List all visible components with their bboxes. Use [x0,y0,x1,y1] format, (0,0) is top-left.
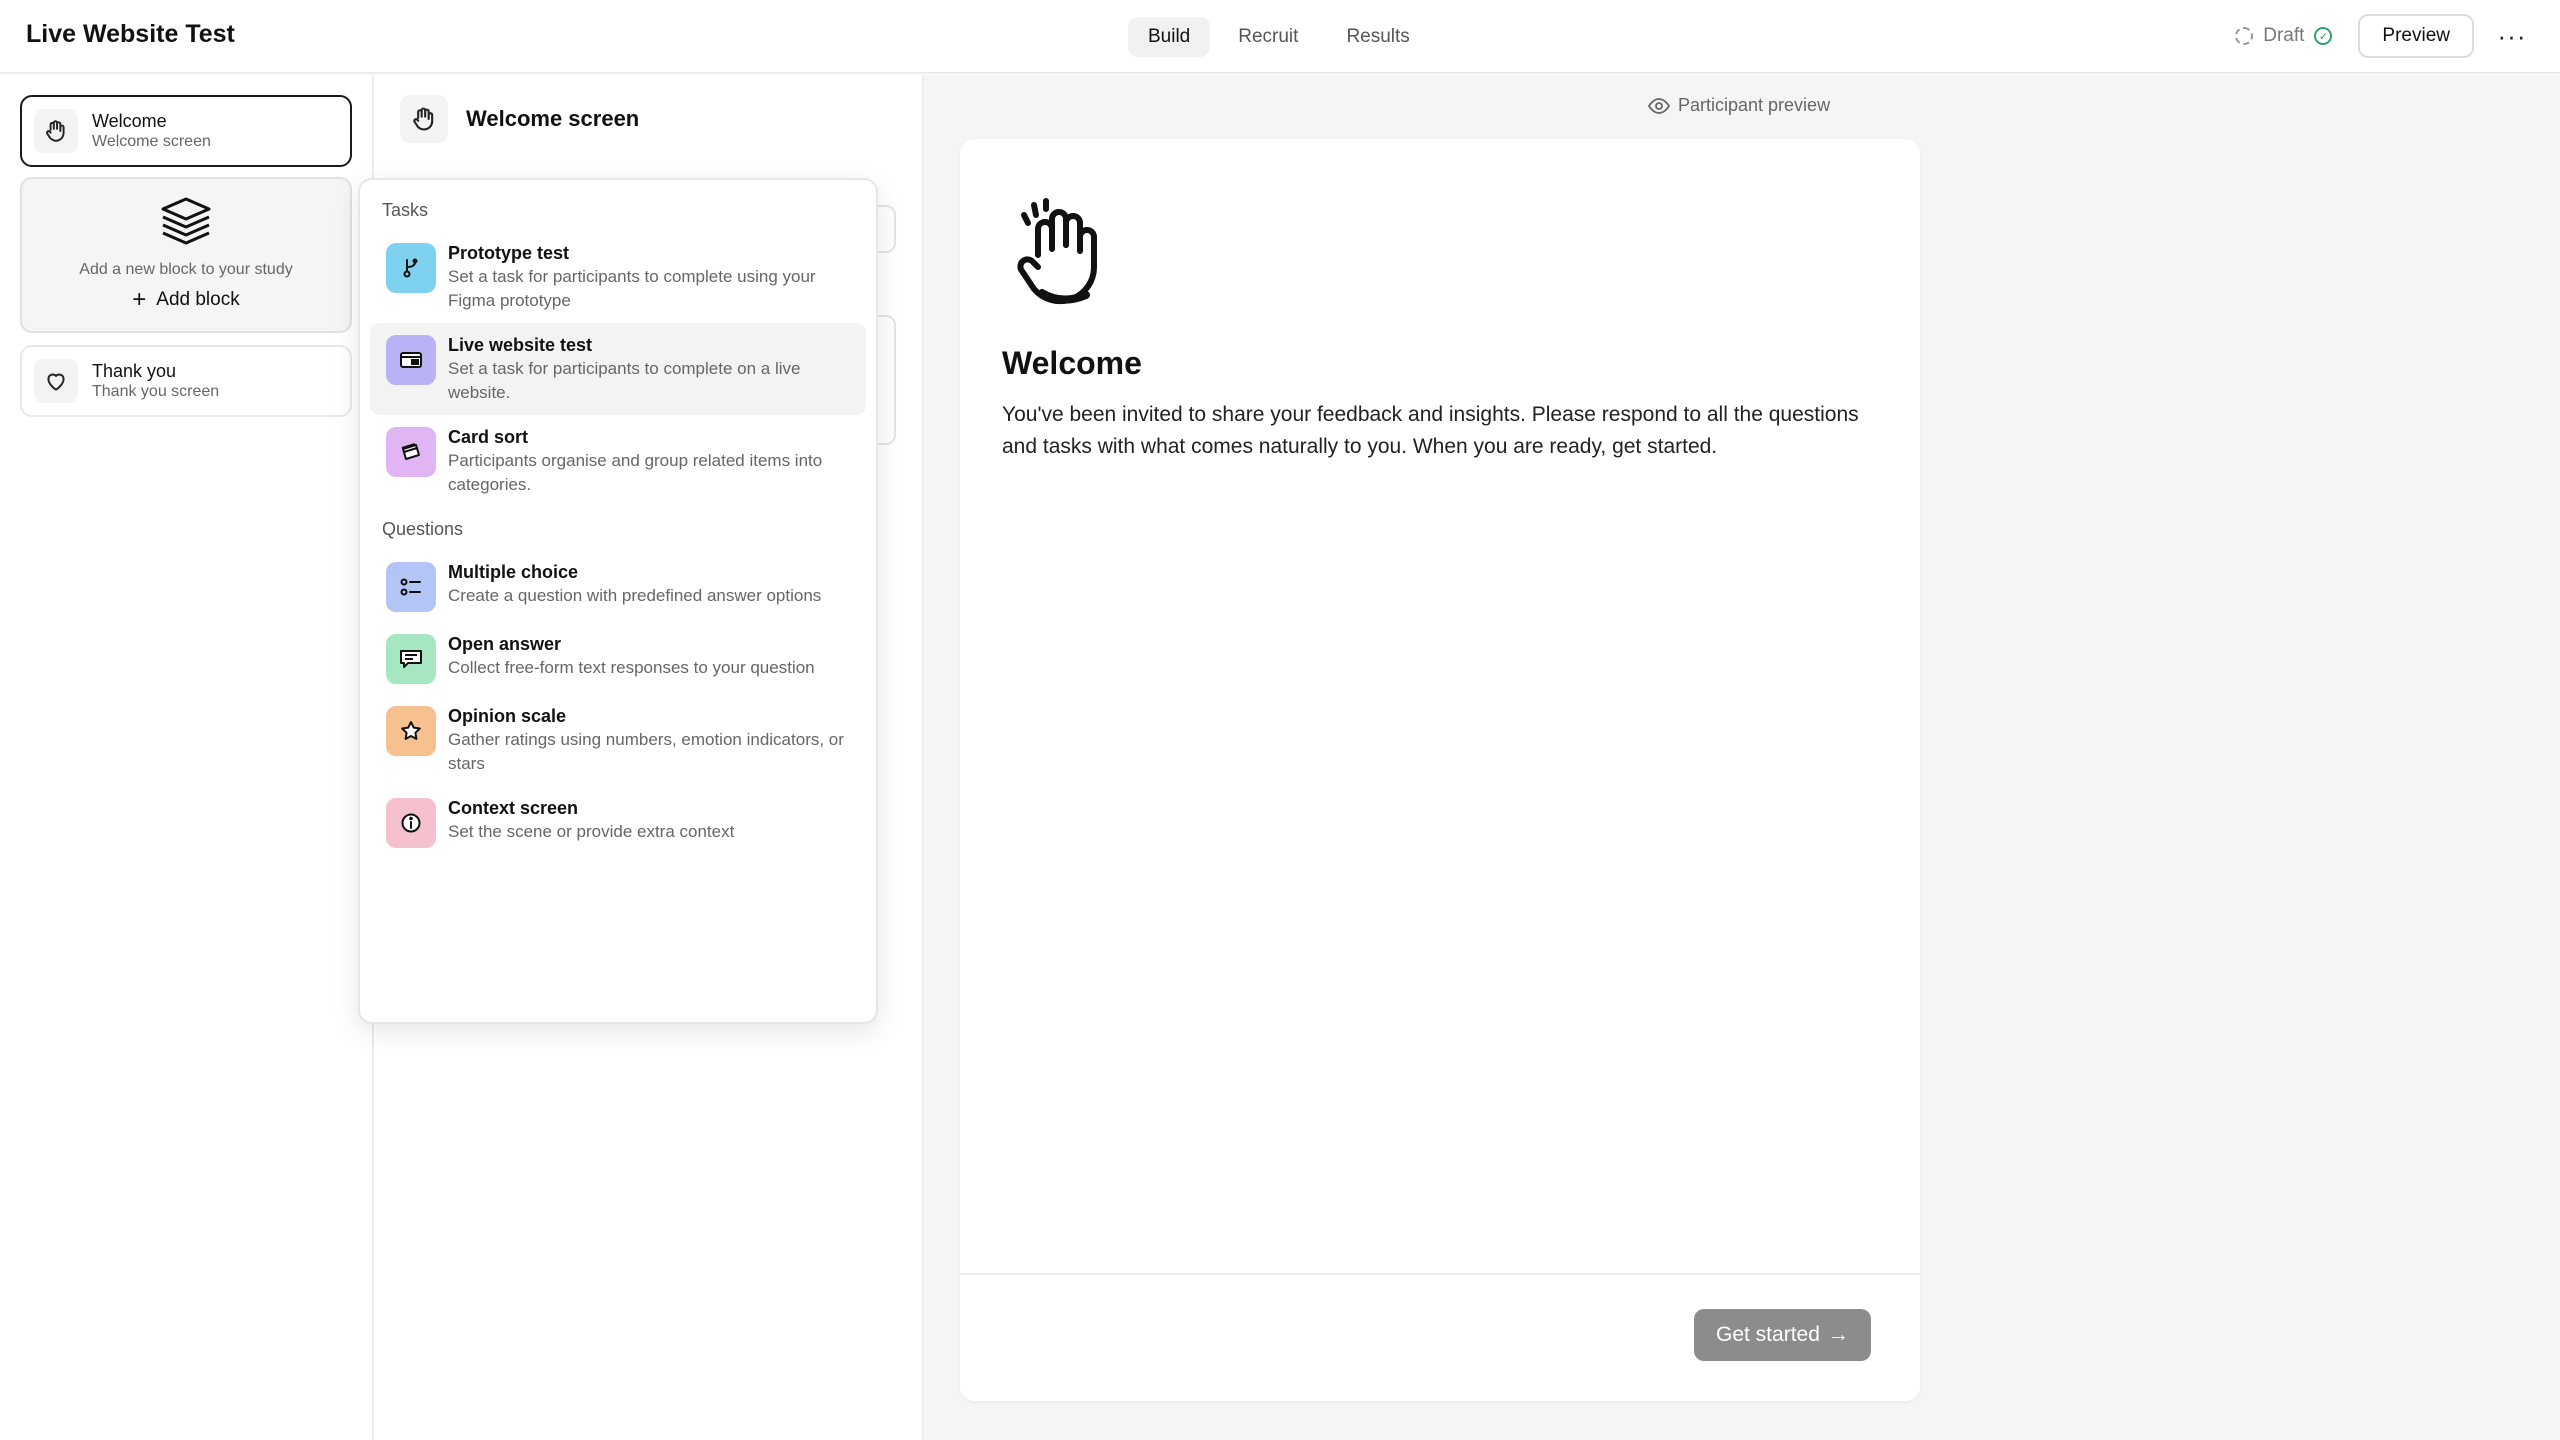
main-tabs [1128,17,1430,57]
menu-item-title: Card sort [448,427,529,447]
arrow-right-icon: → [1827,1323,1849,1346]
list-icon [386,562,436,612]
menu-item-title: Open answer [448,634,562,654]
editor-title: Welcome screen [466,106,640,131]
menu-item-title: Live website test [448,335,593,355]
add-block-label: Add block [156,289,240,310]
block-welcome[interactable] [20,95,352,167]
menu-item-title: Prototype test [448,243,570,263]
menu-item-desc: Create a question with predefined answer options [448,586,822,605]
block-title: Welcome [92,111,167,131]
menu-section-tasks: Tasks [382,200,429,220]
block-thank-you[interactable] [20,345,352,417]
participant-preview-text: Participant preview [1678,95,1831,115]
prototype-icon [386,243,436,293]
preview-footer-divider [960,1273,1920,1275]
top-bar [0,0,2560,74]
star-icon [386,706,436,756]
wave-hand-icon [400,95,448,143]
menu-item-desc: Set a task for participants to complete using your Figma prototype [448,267,816,310]
menu-item-title: Opinion scale [448,706,567,726]
preview-area [924,75,2560,1440]
more-horizontal-icon[interactable]: ··· [2497,20,2527,51]
menu-item-desc: Participants organise and group related items into categories. [448,451,823,494]
draft-status [2235,25,2332,47]
menu-item-desc: Set a task for participants to complete on a live website. [448,359,801,402]
preview-card [960,139,1920,1401]
preview-button[interactable]: Preview [2358,14,2474,58]
menu-item-desc: Set the scene or provide extra context [448,822,735,841]
add-block-hint: Add a new block to your study [79,261,293,278]
add-block-button[interactable] [132,286,240,313]
wave-hand-icon [34,109,78,153]
draft-spinner-icon [2235,27,2253,45]
study-title: Live Website Test [26,20,235,48]
menu-item-prototype-test[interactable] [370,231,866,323]
stack-icon [159,195,213,253]
preview-body: You've been invited to share your feedback and insights. Please respond to all the questions and tasks with what comes naturally to you. When you are ready, get started. [1002,403,1859,458]
menu-item-card-sort[interactable] [370,415,866,507]
tab-recruit[interactable]: Recruit [1238,26,1299,47]
menu-item-title: Context screen [448,798,579,818]
get-started-label: Get started [1716,1323,1820,1346]
browser-icon [386,335,436,385]
draft-label: Draft [2263,25,2305,46]
tab-build[interactable]: Build [1128,17,1210,57]
menu-item-title: Multiple choice [448,562,579,582]
menu-section-questions: Questions [382,519,464,539]
add-block-menu [358,178,878,1024]
block-title: Thank you [92,361,177,381]
top-actions [2235,14,2534,58]
plus-icon: + [132,286,147,313]
editor-header [400,95,639,143]
menu-item-context-screen[interactable] [370,786,866,858]
tab-results[interactable]: Results [1346,26,1410,47]
block-subtitle: Welcome screen [92,133,211,150]
wave-hand-icon [1012,193,1132,313]
menu-item-multiple-choice[interactable] [370,550,866,622]
get-started-button[interactable] [1694,1309,1871,1361]
menu-item-opinion-scale[interactable] [370,694,866,786]
add-block-card[interactable] [20,177,352,333]
menu-item-open-answer[interactable] [370,622,866,694]
preview-title: Welcome [1002,345,1142,381]
participant-preview-label [1648,95,1830,116]
info-icon [386,798,436,848]
heart-icon [34,359,78,403]
menu-item-desc: Gather ratings using numbers, emotion indicators, or stars [448,730,844,773]
chat-icon [386,634,436,684]
menu-item-live-website-test[interactable] [370,323,866,415]
cards-icon [386,427,436,477]
menu-item-desc: Collect free-form text responses to your question [448,658,815,677]
block-subtitle: Thank you screen [92,383,220,400]
saved-check-icon: ✓ [2314,27,2332,45]
block-sidebar [0,75,374,1440]
eye-icon [1648,98,1670,114]
